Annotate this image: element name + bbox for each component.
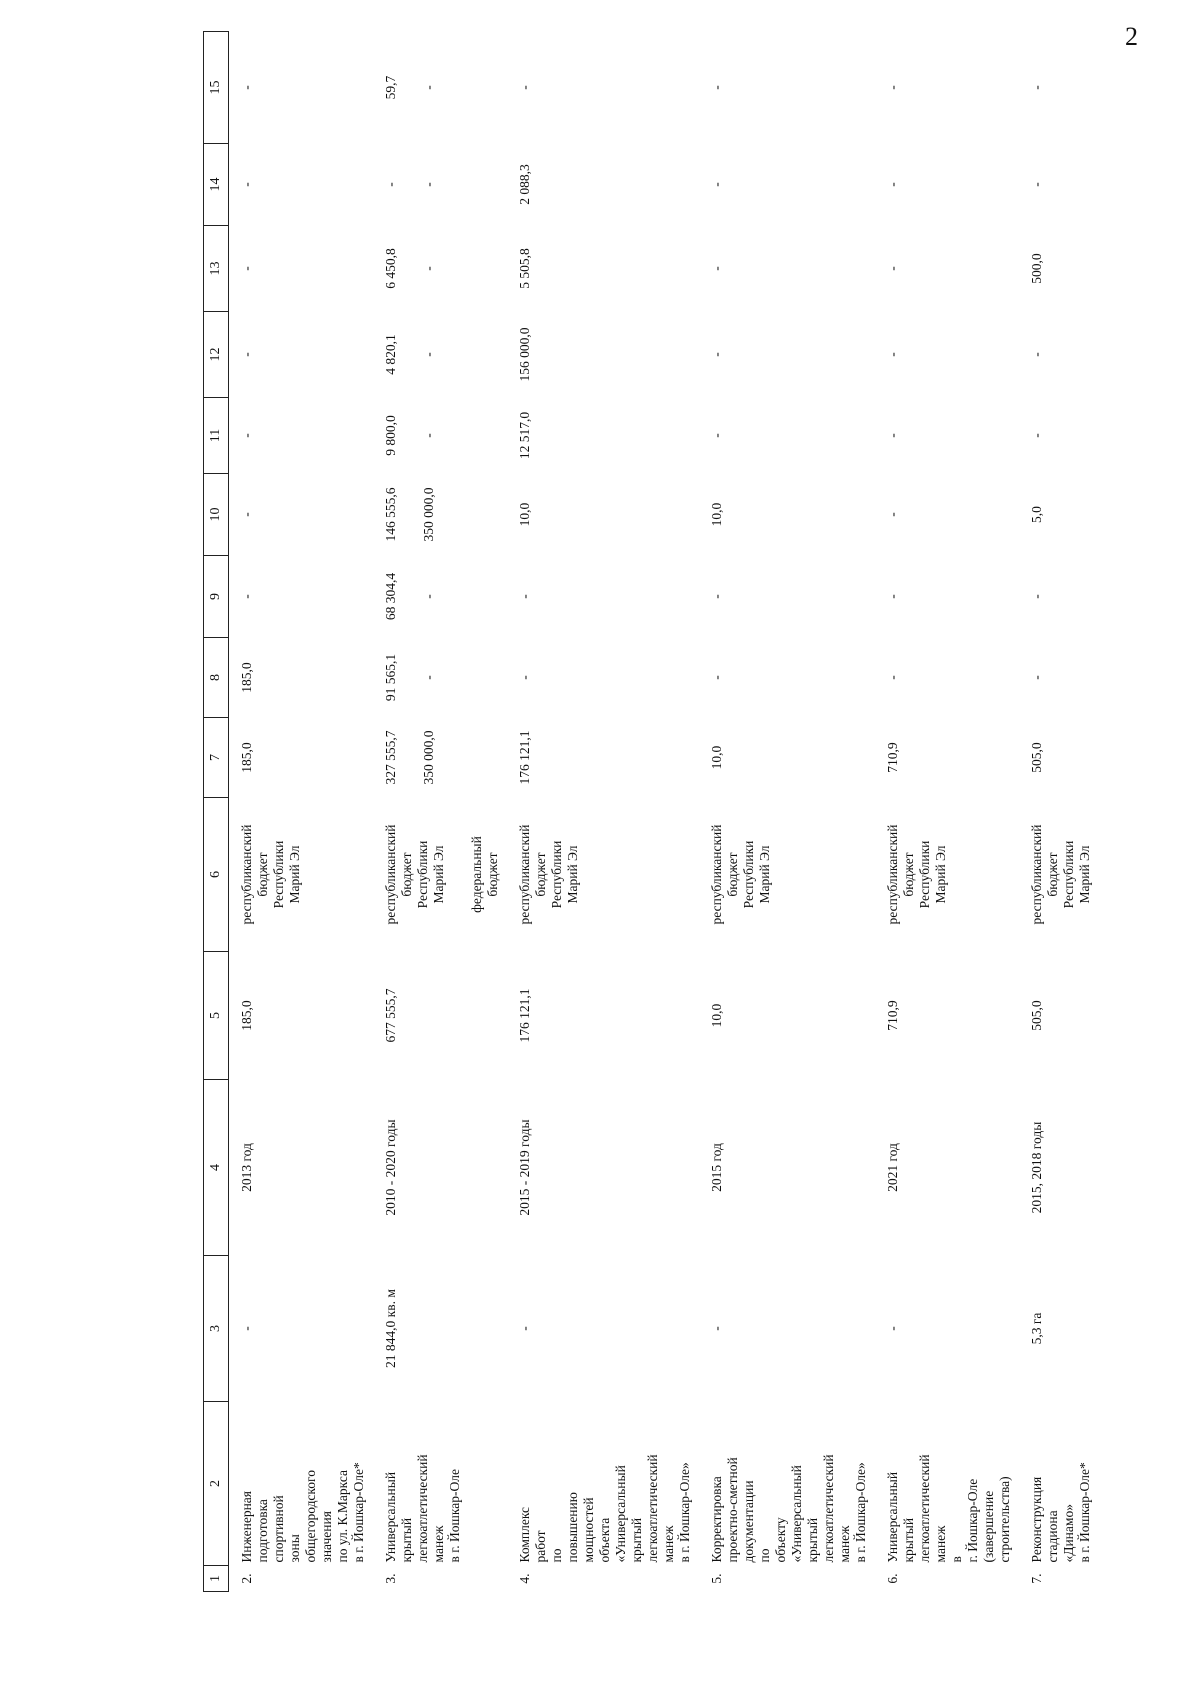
object-name-line: Инженерная bbox=[239, 1490, 254, 1563]
cell-value: 350 000,0 bbox=[421, 730, 436, 785]
cell-c15 bbox=[699, 32, 875, 144]
object-name-line: Универсальный bbox=[885, 1471, 900, 1563]
funding-source-line: Марий Эл bbox=[565, 845, 580, 904]
object-name-line: крытый bbox=[901, 1517, 916, 1563]
cell-value: - bbox=[1029, 433, 1044, 438]
col-header: 3 bbox=[204, 1256, 229, 1402]
cell-value: - bbox=[885, 266, 900, 271]
cell-c12 bbox=[875, 312, 1019, 398]
col-header: 4 bbox=[204, 1080, 229, 1256]
cell-value: - bbox=[239, 512, 254, 517]
cell-c14 bbox=[373, 144, 507, 226]
cell-value: 710,9 bbox=[885, 742, 900, 773]
cell-value: - bbox=[421, 675, 436, 680]
funding-source bbox=[699, 798, 875, 952]
col-header: 6 bbox=[204, 798, 229, 952]
cell-value: - bbox=[421, 352, 436, 357]
object-name-line: легкоатлетический bbox=[645, 1454, 660, 1563]
cell-c11 bbox=[875, 398, 1019, 474]
cell-value: - bbox=[421, 594, 436, 599]
col-header: 8 bbox=[204, 638, 229, 718]
cell-c11 bbox=[1019, 398, 1099, 474]
cell-c10 bbox=[507, 474, 699, 556]
funding-source-line: бюджет bbox=[255, 852, 270, 897]
object-name-line: легкоатлетический bbox=[821, 1454, 836, 1563]
cell-c3 bbox=[507, 1256, 699, 1402]
cell-c15 bbox=[507, 32, 699, 144]
col-header: 5 bbox=[204, 952, 229, 1080]
funding-source-line: бюджет bbox=[1045, 852, 1060, 897]
cell-c7 bbox=[875, 718, 1019, 798]
cell-c9 bbox=[875, 556, 1019, 638]
funding-source-line: Республики bbox=[271, 840, 286, 909]
cell-value: 2021 год bbox=[885, 1143, 900, 1192]
object-name-line: значения bbox=[319, 1511, 334, 1563]
object-name-line: Реконструкция bbox=[1029, 1476, 1044, 1563]
cell-c12 bbox=[229, 312, 374, 398]
col-header: 7 bbox=[204, 718, 229, 798]
cell-value: 505,0 bbox=[1029, 1000, 1044, 1031]
cell-value: - bbox=[709, 266, 724, 271]
cell-value: 2013 год bbox=[239, 1143, 254, 1192]
cell-value: 505,0 bbox=[1029, 742, 1044, 773]
object-name-line: объекта bbox=[597, 1517, 612, 1563]
cell-c14 bbox=[229, 144, 374, 226]
cell-c8 bbox=[1019, 638, 1099, 718]
cell-c8 bbox=[875, 638, 1019, 718]
object-name-line: «Универсальный bbox=[613, 1465, 628, 1563]
col-header: 1 bbox=[204, 1566, 229, 1592]
cell-c3 bbox=[875, 1256, 1019, 1402]
cell-value: - bbox=[239, 85, 254, 90]
object-name bbox=[875, 1402, 1019, 1566]
object-name-line: строительства) bbox=[997, 1476, 1012, 1563]
cell-c15 bbox=[875, 32, 1019, 144]
sub-row-gap bbox=[399, 401, 421, 471]
funding-source bbox=[1019, 798, 1099, 952]
cell-c10 bbox=[229, 474, 374, 556]
funding-source-line: Республики bbox=[741, 840, 756, 909]
cell-c10 bbox=[373, 474, 507, 556]
cell-value: - bbox=[885, 182, 900, 187]
cell-value: 10,0 bbox=[709, 745, 724, 770]
cell-value: - bbox=[517, 594, 532, 599]
object-name-line: «Динамо» bbox=[1061, 1504, 1076, 1563]
table-row bbox=[699, 32, 875, 1592]
cell-c15 bbox=[229, 32, 374, 144]
cell-value: - bbox=[1029, 182, 1044, 187]
sub-row-gap bbox=[399, 147, 421, 223]
object-name-line: в bbox=[949, 1556, 964, 1563]
cell-c12 bbox=[1019, 312, 1099, 398]
cell-value: 5,3 га bbox=[1029, 1312, 1044, 1345]
cell-value: 2010 - 2020 годы bbox=[383, 1119, 398, 1216]
object-name bbox=[507, 1402, 699, 1566]
cell-c14 bbox=[875, 144, 1019, 226]
cell-value: - bbox=[709, 182, 724, 187]
cell-value: - bbox=[383, 182, 398, 187]
cell-value: 710,9 bbox=[885, 1000, 900, 1031]
object-name-line: зоны bbox=[287, 1534, 302, 1563]
cell-c5 bbox=[507, 952, 699, 1080]
object-name-line: стадиона bbox=[1045, 1510, 1060, 1563]
object-name-line: легкоатлетический bbox=[917, 1454, 932, 1563]
cell-value: - bbox=[421, 266, 436, 271]
object-name-line: проектно-сметной bbox=[725, 1457, 740, 1563]
cell-value: 59,7 bbox=[383, 75, 398, 100]
cell-value: 6 450,8 bbox=[383, 248, 398, 289]
cell-value: 327 555,7 bbox=[383, 730, 398, 785]
cell-value: - bbox=[709, 433, 724, 438]
cell-c13 bbox=[699, 226, 875, 312]
funding-source bbox=[875, 798, 1019, 952]
col-header: 11 bbox=[204, 398, 229, 474]
funding-source-line: Марий Эл bbox=[431, 845, 446, 904]
cell-c4 bbox=[875, 1080, 1019, 1256]
financing-table bbox=[203, 31, 1099, 1592]
cell-value: 91 565,1 bbox=[383, 653, 398, 702]
cell-c5 bbox=[1019, 952, 1099, 1080]
object-name-line: в г. Йошкар-Оле bbox=[447, 1469, 462, 1563]
table-row bbox=[1019, 32, 1099, 1592]
cell-value: 677 555,7 bbox=[383, 988, 398, 1043]
cell-value: 68 304,4 bbox=[383, 572, 398, 621]
cell-c14 bbox=[699, 144, 875, 226]
cell-value: - bbox=[885, 594, 900, 599]
cell-c4 bbox=[507, 1080, 699, 1256]
object-name-line: в г. Йошкар-Оле» bbox=[677, 1462, 692, 1563]
cell-c3 bbox=[373, 1256, 507, 1402]
funding-source-line: Марий Эл bbox=[757, 845, 772, 904]
cell-c3 bbox=[1019, 1256, 1099, 1402]
object-name-line: по bbox=[549, 1548, 564, 1563]
cell-c14 bbox=[1019, 144, 1099, 226]
cell-c9 bbox=[1019, 556, 1099, 638]
cell-c15 bbox=[373, 32, 507, 144]
cell-value: - bbox=[885, 352, 900, 357]
sub-row-gap bbox=[399, 641, 421, 715]
object-name-line: мощностей bbox=[581, 1497, 596, 1563]
sub-row-gap bbox=[399, 35, 421, 141]
funding-source-line: бюджет bbox=[485, 852, 500, 897]
cell-c7 bbox=[373, 718, 507, 798]
cell-c5 bbox=[229, 952, 374, 1080]
object-name-line: объекту bbox=[773, 1517, 788, 1563]
funding-source bbox=[229, 798, 374, 952]
col-header: 12 bbox=[204, 312, 229, 398]
cell-c13 bbox=[373, 226, 507, 312]
cell-value: - bbox=[239, 433, 254, 438]
object-name-line: подготовка bbox=[255, 1499, 270, 1563]
cell-value: - bbox=[239, 266, 254, 271]
table-row bbox=[373, 32, 507, 1592]
cell-c10 bbox=[875, 474, 1019, 556]
cell-c12 bbox=[507, 312, 699, 398]
object-name-line: «Универсальный bbox=[789, 1465, 804, 1563]
table-row bbox=[875, 32, 1019, 1592]
cell-value: 21 844,0 кв. м bbox=[383, 1289, 398, 1368]
funding-source-line: Республики bbox=[549, 840, 564, 909]
cell-c12 bbox=[699, 312, 875, 398]
funding-source-line: бюджет bbox=[533, 852, 548, 897]
funding-source bbox=[507, 798, 699, 952]
cell-value: 12 517,0 bbox=[517, 411, 532, 460]
sub-row-gap bbox=[399, 721, 421, 795]
object-name-line: общегородского bbox=[303, 1469, 318, 1563]
cell-c9 bbox=[507, 556, 699, 638]
col-header: 9 bbox=[204, 556, 229, 638]
object-name bbox=[699, 1402, 875, 1566]
funding-source-line: федеральный bbox=[469, 836, 484, 913]
cell-c8 bbox=[507, 638, 699, 718]
funding-source-line: Марий Эл bbox=[1077, 845, 1092, 904]
cell-c4 bbox=[699, 1080, 875, 1256]
column-number-header bbox=[204, 32, 229, 1592]
cell-c4 bbox=[229, 1080, 374, 1256]
cell-c9 bbox=[373, 556, 507, 638]
cell-c8 bbox=[699, 638, 875, 718]
funding-source-line: республиканский bbox=[239, 824, 254, 925]
cell-c7 bbox=[507, 718, 699, 798]
cell-value: - bbox=[421, 85, 436, 90]
cell-value: - bbox=[709, 352, 724, 357]
cell-value: - bbox=[1029, 85, 1044, 90]
cell-c5 bbox=[875, 952, 1019, 1080]
sub-row-gap bbox=[399, 559, 421, 635]
cell-value: - bbox=[709, 1326, 724, 1331]
col-header: 13 bbox=[204, 226, 229, 312]
funding-source-line: Марий Эл bbox=[287, 845, 302, 904]
cell-c11 bbox=[373, 398, 507, 474]
cell-value: - bbox=[517, 85, 532, 90]
cell-value: - bbox=[709, 594, 724, 599]
cell-value: - bbox=[709, 85, 724, 90]
row-number: 4. bbox=[517, 1573, 532, 1584]
cell-value: - bbox=[1029, 675, 1044, 680]
sub-row-gap bbox=[399, 229, 421, 309]
object-name-line: манеж bbox=[837, 1525, 852, 1563]
cell-value: - bbox=[517, 675, 532, 680]
cell-c5 bbox=[373, 952, 507, 1080]
row-number: 7. bbox=[1029, 1573, 1044, 1584]
cell-c13 bbox=[875, 226, 1019, 312]
funding-source-line: Марий Эл bbox=[933, 845, 948, 904]
funding-source-line: Республики bbox=[415, 840, 430, 909]
funding-source-line: бюджет bbox=[901, 852, 916, 897]
object-name bbox=[373, 1402, 507, 1566]
object-name bbox=[229, 1402, 374, 1566]
funding-source-line: республиканский bbox=[885, 824, 900, 925]
cell-value: 176 121,1 bbox=[517, 730, 532, 785]
cell-c4 bbox=[373, 1080, 507, 1256]
cell-value: - bbox=[1029, 352, 1044, 357]
cell-c12 bbox=[373, 312, 507, 398]
object-name-line: Корректировка bbox=[709, 1476, 724, 1563]
object-name-line: г. Йошкар-Оле bbox=[965, 1478, 980, 1563]
cell-value: - bbox=[885, 1326, 900, 1331]
page-number: 2 bbox=[1125, 22, 1138, 51]
cell-value: 5 505,8 bbox=[517, 248, 532, 289]
cell-c11 bbox=[229, 398, 374, 474]
cell-value: 500,0 bbox=[1029, 253, 1044, 284]
row-number: 2. bbox=[239, 1573, 254, 1584]
cell-c7 bbox=[1019, 718, 1099, 798]
object-name-line: в г. Йошкар-Оле* bbox=[351, 1462, 366, 1563]
funding-source-line: республиканский bbox=[383, 824, 398, 925]
cell-value: - bbox=[239, 1326, 254, 1331]
funding-source-line: бюджет bbox=[399, 852, 414, 897]
cell-value: - bbox=[517, 1326, 532, 1331]
funding-source-line: республиканский bbox=[517, 824, 532, 925]
col-header: 2 bbox=[204, 1402, 229, 1566]
col-header: 14 bbox=[204, 144, 229, 226]
sub-row-gap bbox=[447, 801, 469, 949]
funding-source bbox=[373, 798, 507, 952]
funding-source-line: бюджет bbox=[725, 852, 740, 897]
cell-c15 bbox=[1019, 32, 1099, 144]
cell-c11 bbox=[507, 398, 699, 474]
object-name-line: документации bbox=[741, 1480, 756, 1563]
cell-c7 bbox=[229, 718, 374, 798]
cell-value: 176 121,1 bbox=[517, 988, 532, 1043]
cell-c3 bbox=[699, 1256, 875, 1402]
cell-c10 bbox=[1019, 474, 1099, 556]
cell-c4 bbox=[1019, 1080, 1099, 1256]
cell-value: 2 088,3 bbox=[517, 164, 532, 205]
object-name-line: манеж bbox=[661, 1525, 676, 1563]
cell-value: - bbox=[421, 182, 436, 187]
object-name-line: крытый bbox=[629, 1517, 644, 1563]
rotated-table-block bbox=[203, 32, 1103, 1592]
cell-value: 2015, 2018 годы bbox=[1029, 1121, 1044, 1214]
object-name-line: по bbox=[757, 1548, 772, 1563]
cell-c9 bbox=[229, 556, 374, 638]
cell-c13 bbox=[1019, 226, 1099, 312]
object-name-line: крытый bbox=[805, 1517, 820, 1563]
object-name-line: спортивной bbox=[271, 1495, 286, 1563]
cell-c3 bbox=[229, 1256, 374, 1402]
table-row bbox=[507, 32, 699, 1592]
cell-value: - bbox=[885, 433, 900, 438]
table-row bbox=[229, 32, 374, 1592]
object-name-line: Комплекс bbox=[517, 1506, 532, 1563]
cell-c5 bbox=[699, 952, 875, 1080]
row-number: 6. bbox=[885, 1573, 900, 1584]
cell-value: 4 820,1 bbox=[383, 334, 398, 375]
cell-value: - bbox=[421, 433, 436, 438]
cell-value: 2015 год bbox=[709, 1143, 724, 1192]
funding-source-line: республиканский bbox=[709, 824, 724, 925]
cell-c13 bbox=[507, 226, 699, 312]
cell-c14 bbox=[507, 144, 699, 226]
cell-value: 185,0 bbox=[239, 742, 254, 773]
cell-value: - bbox=[239, 182, 254, 187]
object-name-line: Универсальный bbox=[383, 1471, 398, 1563]
row-number: 3. bbox=[383, 1573, 398, 1584]
cell-c11 bbox=[699, 398, 875, 474]
object-name-line: легкоатлетический bbox=[415, 1454, 430, 1563]
object-name-line: крытый bbox=[399, 1517, 414, 1563]
cell-value: 9 800,0 bbox=[383, 415, 398, 456]
cell-value: 10,0 bbox=[709, 1003, 724, 1028]
cell-value: 10,0 bbox=[517, 502, 532, 527]
funding-source-line: Республики bbox=[1061, 840, 1076, 909]
table-body bbox=[229, 32, 1100, 1592]
cell-value: 10,0 bbox=[709, 502, 724, 527]
cell-value: 146 555,6 bbox=[383, 487, 398, 542]
object-name-line: работ bbox=[533, 1530, 548, 1563]
cell-value: 185,0 bbox=[239, 662, 254, 693]
object-name-line: манеж bbox=[933, 1525, 948, 1563]
row-number: 5. bbox=[709, 1573, 724, 1584]
funding-source-line: республиканский bbox=[1029, 824, 1044, 925]
sub-row-gap bbox=[399, 315, 421, 395]
object-name-line: (завершение bbox=[981, 1490, 996, 1563]
object-name-line: в г. Йошкар-Оле* bbox=[1077, 1462, 1092, 1563]
object-name-line: в г. Йошкар-Оле» bbox=[853, 1462, 868, 1563]
cell-value: - bbox=[239, 594, 254, 599]
object-name-line: повышению bbox=[565, 1492, 580, 1563]
cell-c8 bbox=[229, 638, 374, 718]
cell-c8 bbox=[373, 638, 507, 718]
cell-value: - bbox=[885, 675, 900, 680]
cell-c13 bbox=[229, 226, 374, 312]
object-name-line: манеж bbox=[431, 1525, 446, 1563]
object-name-line: по ул. К.Маркса bbox=[335, 1470, 350, 1563]
cell-value: - bbox=[885, 85, 900, 90]
cell-c7 bbox=[699, 718, 875, 798]
object-name bbox=[1019, 1402, 1099, 1566]
cell-c10 bbox=[699, 474, 875, 556]
cell-value: - bbox=[239, 352, 254, 357]
cell-value: - bbox=[885, 512, 900, 517]
col-header: 15 bbox=[204, 32, 229, 144]
cell-value: 350 000,0 bbox=[421, 487, 436, 542]
cell-value: 2015 - 2019 годы bbox=[517, 1119, 532, 1216]
cell-value: 156 000,0 bbox=[517, 327, 532, 382]
sub-row-gap bbox=[399, 477, 421, 553]
funding-source-line: Республики bbox=[917, 840, 932, 909]
cell-value: 5,0 bbox=[1029, 506, 1044, 523]
cell-value: 185,0 bbox=[239, 1000, 254, 1031]
cell-c9 bbox=[699, 556, 875, 638]
col-header: 10 bbox=[204, 474, 229, 556]
cell-value: - bbox=[1029, 594, 1044, 599]
cell-value: - bbox=[709, 675, 724, 680]
